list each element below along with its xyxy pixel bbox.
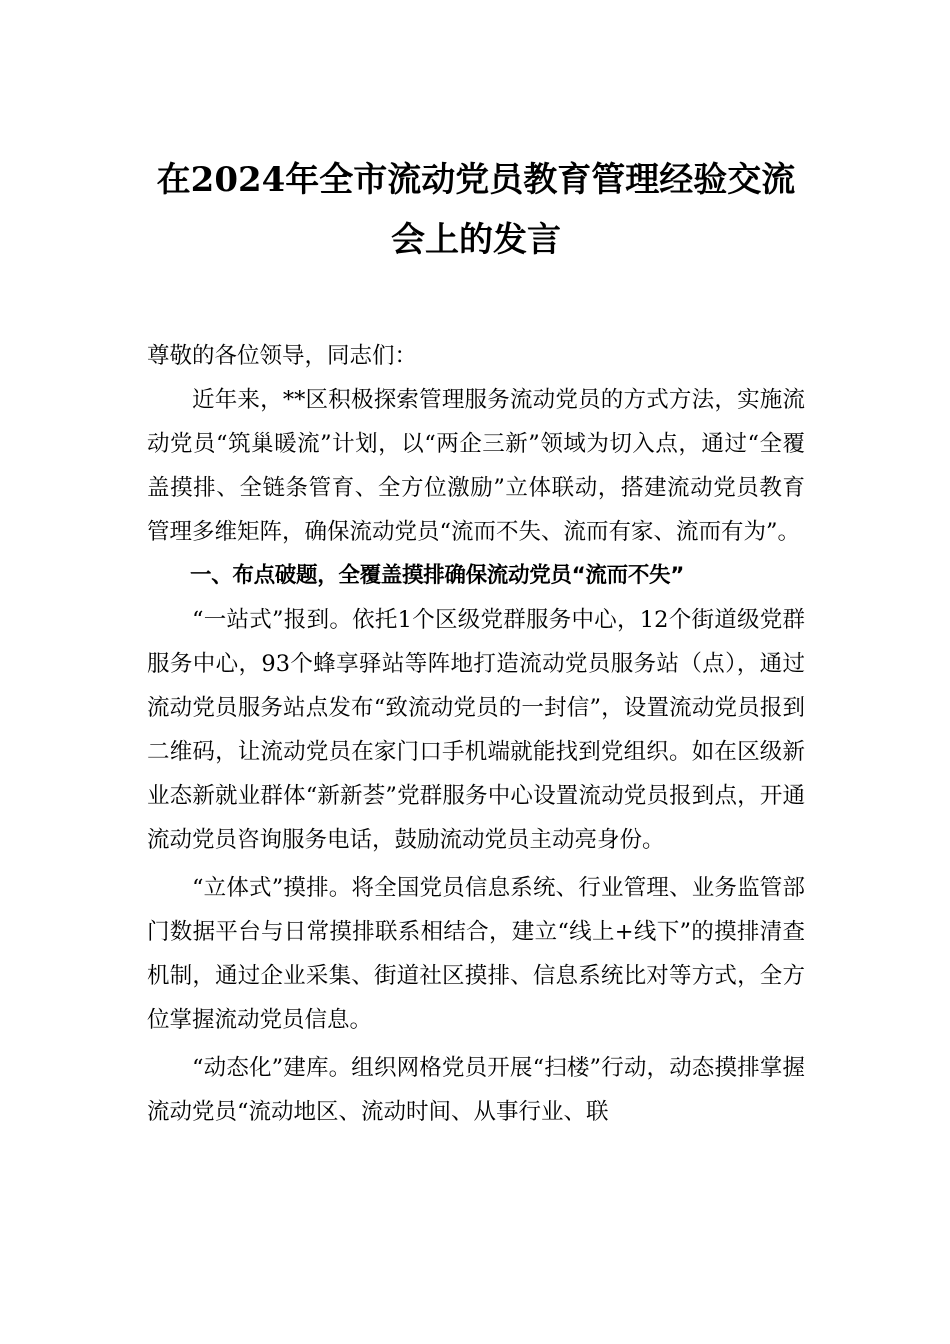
document-body — [147, 334, 805, 1134]
salutation: 尊敬的各位领导，同志们： — [147, 343, 418, 369]
title-line-1: 在2024年全市流动党员教育管理经验交流 — [156, 160, 796, 200]
title-line-2: 会上的发言 — [391, 220, 561, 260]
paragraph-three-dimensional-survey: “立体式”摸排。将全国党员信息系统、行业管理、业务监管部门数据平台与日常摸排联系相结合，建立“线上+线下”的摸排清查机制，通过企业采集、街道社区摸排、信息系统比对等方式，全方位掌握流动党员信息。 — [147, 875, 805, 1033]
section-heading-1: 一、布点破题，全覆盖摸排确保流动党员“流而不失” — [190, 563, 685, 588]
paragraph-one-stop-registration: “一站式”报到。依托1个区级党群服务中心，12个街道级党群服务中心，93个蜂享驿站等阵地打造流动党员服务站（点），通过流动党员服务站点发布“致流动党员的一封信”，设置流动党员报到二维码，让流动党员在家门口手机端就能找到党组织。如在区级新业态新就业群体“新新荟”党群服务中心设置流动党员报到点，开通流动党员咨询服务电话，鼓励流动党员主动亮身份。 — [147, 607, 805, 853]
document-title — [147, 150, 805, 270]
paragraph-dynamic-database: “动态化”建库。组织网格党员开展“扫楼”行动，动态摸排掌握流动党员“流动地区、流动时间、从事行业、联 — [147, 1055, 805, 1125]
document-page — [147, 150, 805, 1134]
intro-paragraph: 近年来，**区积极探索管理服务流动党员的方式方法，实施流动党员“筑巢暖流”计划，以“两企三新”领域为切入点，通过“全覆盖摸排、全链条管育、全方位激励”立体联动，搭建流动党员教育管理多维矩阵，确保流动党员“流而不失、流而有家、流而有为”。 — [147, 387, 805, 545]
